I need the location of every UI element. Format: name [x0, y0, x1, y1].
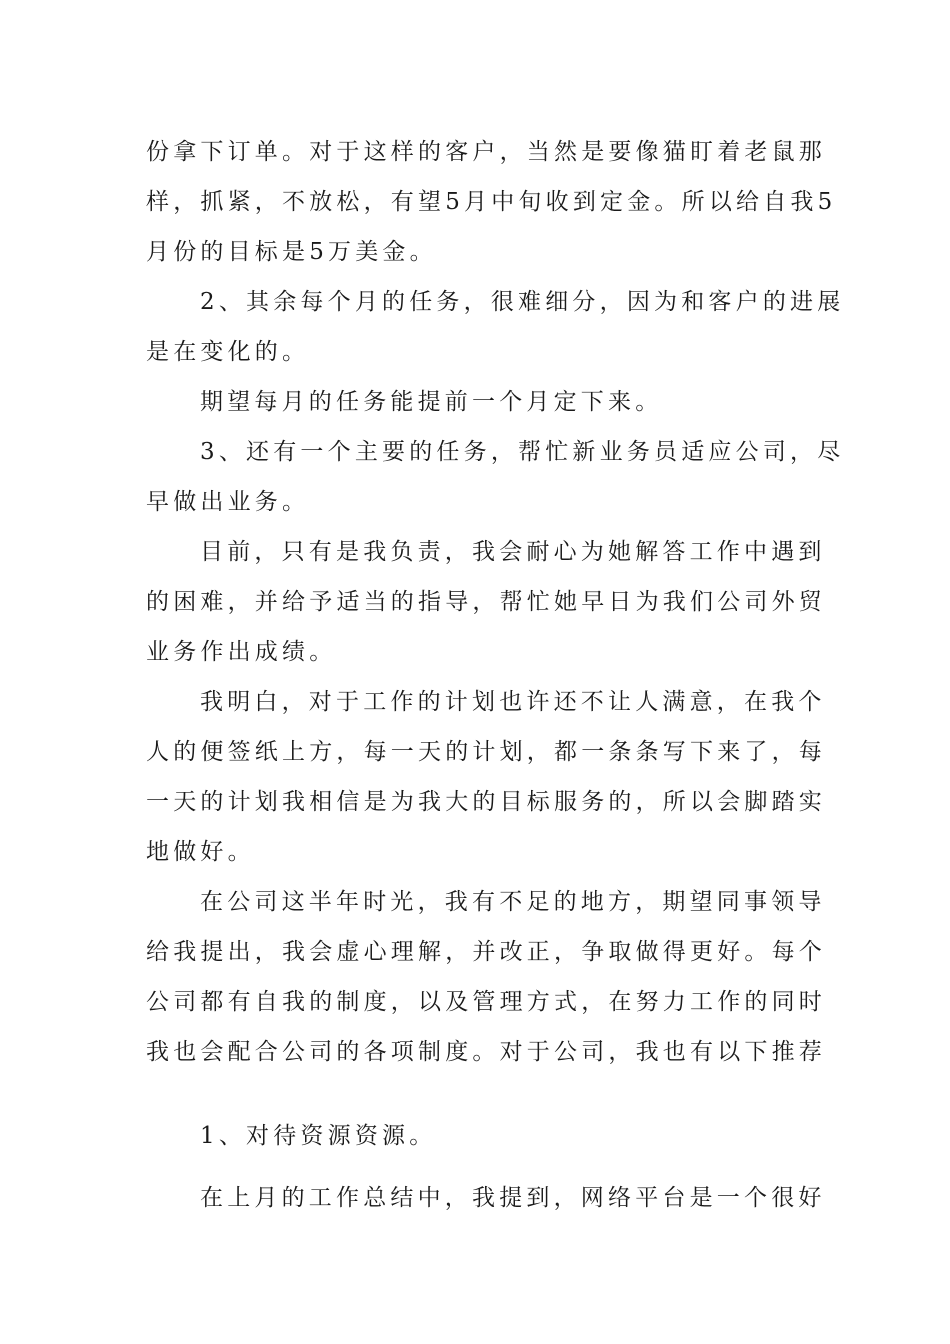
text-line: 一天的计划我相信是为我大的目标服务的，所以会脚踏实	[146, 789, 826, 815]
text-line: 在公司这半年时光，我有不足的地方，期望同事领导	[200, 889, 826, 915]
text-line: 的困难，并给予适当的指导，帮忙她早日为我们公司外贸	[146, 589, 826, 615]
text-line: 人的便签纸上方，每一天的计划，都一条条写下来了，每	[146, 739, 826, 765]
text-line: 月份的目标是5万美金。	[146, 239, 437, 265]
text-line: 早做出业务。	[146, 489, 310, 515]
text-line: 目前，只有是我负责，我会耐心为她解答工作中遇到	[200, 539, 826, 565]
text-line: 份拿下订单。对于这样的客户，当然是要像猫盯着老鼠那	[146, 139, 826, 165]
text-line: 是在变化的。	[146, 339, 310, 365]
text-line: 公司都有自我的制度，以及管理方式，在努力工作的同时	[146, 989, 826, 1015]
text-line: 2、其余每个月的任务，很难细分，因为和客户的进展	[200, 289, 845, 315]
text-line: 我也会配合公司的各项制度。对于公司，我也有以下推荐	[146, 1039, 826, 1065]
text-line: 3、还有一个主要的任务，帮忙新业务员适应公司，尽	[200, 439, 845, 465]
text-line: 给我提出，我会虚心理解，并改正，争取做得更好。每个	[146, 939, 826, 965]
text-line: 样，抓紧，不放松，有望5月中旬收到定金。所以给自我5	[146, 189, 837, 215]
text-line: 我明白，对于工作的计划也许还不让人满意，在我个	[200, 689, 826, 715]
text-line: 期望每月的任务能提前一个月定下来。	[200, 389, 663, 415]
text-line: 地做好。	[146, 839, 255, 865]
text-line: 1、对待资源资源。	[200, 1123, 437, 1149]
text-line: 在上月的工作总结中，我提到，网络平台是一个很好	[200, 1185, 826, 1211]
text-line: 业务作出成绩。	[146, 639, 337, 665]
